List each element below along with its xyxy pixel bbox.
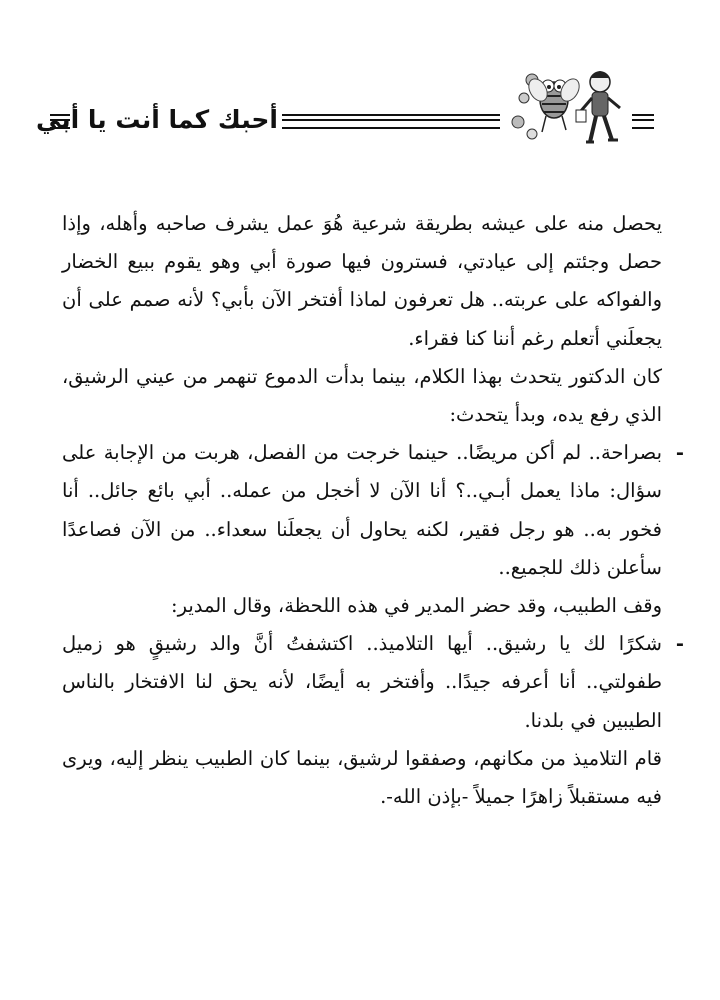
bullet-dash: - [675,632,684,656]
bullet-dash: - [675,441,684,465]
bee-and-boy-illustration-icon [502,60,630,160]
paragraph-2: كان الدكتور يتحدث بهذا الكلام، بينما بدأت الدموع تنهمر من عيني الرشيق، الذي رفع يده، وبدأ يتحدث: [62,364,662,427]
paragraph-4: قام التلاميذ من مكانهم، وصفقوا لرشيق، بينما كان الطبيب ينظر إليه، ويرى فيه مستقبلاً زاهرًا جميلاً -بإذن الله-. [62,746,662,809]
paragraph-3: وقف الطبيب، وقد حضر المدير في هذه اللحظة، وقال المدير: [171,594,662,618]
bullet-text-1: بصراحة.. لم أكن مريضًا.. حينما خرجت من الفصل، هربت من الإجابة على سؤال: ماذا يعمل أبـي..؟ أنا الآن لا أخجل من عمله.. أبي بائع جائل.. أنا فخور به.. هو رجل فقير، لكنه يحاول أن يجعلَنا سعداء.. من الآن فصاعدًا سأعلن ذلك للجميع.. [62,441,662,579]
paragraph-1: يحصل منه على عيشه بطريقة شرعية هُوَ عمل يشرف صاحبه وأهله، وإذا حصل وجئتم إلى عيادتي، فسترون فيها صورة أبي وهو يقوم ببيع الخضار والفواكه على عربته.. هل تعرفون لماذا أفتخر الآن بأبي؟ لأنه صمم على أن يجعلَني أتعلم رغم أننا كنا فقراء. [62,212,662,350]
header-rule-middle [282,114,500,129]
bullet-paragraph-2 [62,625,684,740]
page-body [62,205,684,816]
bullet-text-2: شكرًا لك يا رشيق.. أيها التلاميذ.. اكتشفتُ أنَّ والد رشيقٍ هو زميل طفولتي.. أنا أعرفه جيدًا.. وأفتخر به أيضًا، لأنه يحق لنا الافتخار بالناس الطيبين في بلدنا. [62,632,662,732]
header-rule-right-end [632,114,654,129]
page-title: أحبك كما أنت يا أبي [35,105,278,134]
bullet-paragraph-1 [62,434,684,587]
page-header [0,60,720,170]
